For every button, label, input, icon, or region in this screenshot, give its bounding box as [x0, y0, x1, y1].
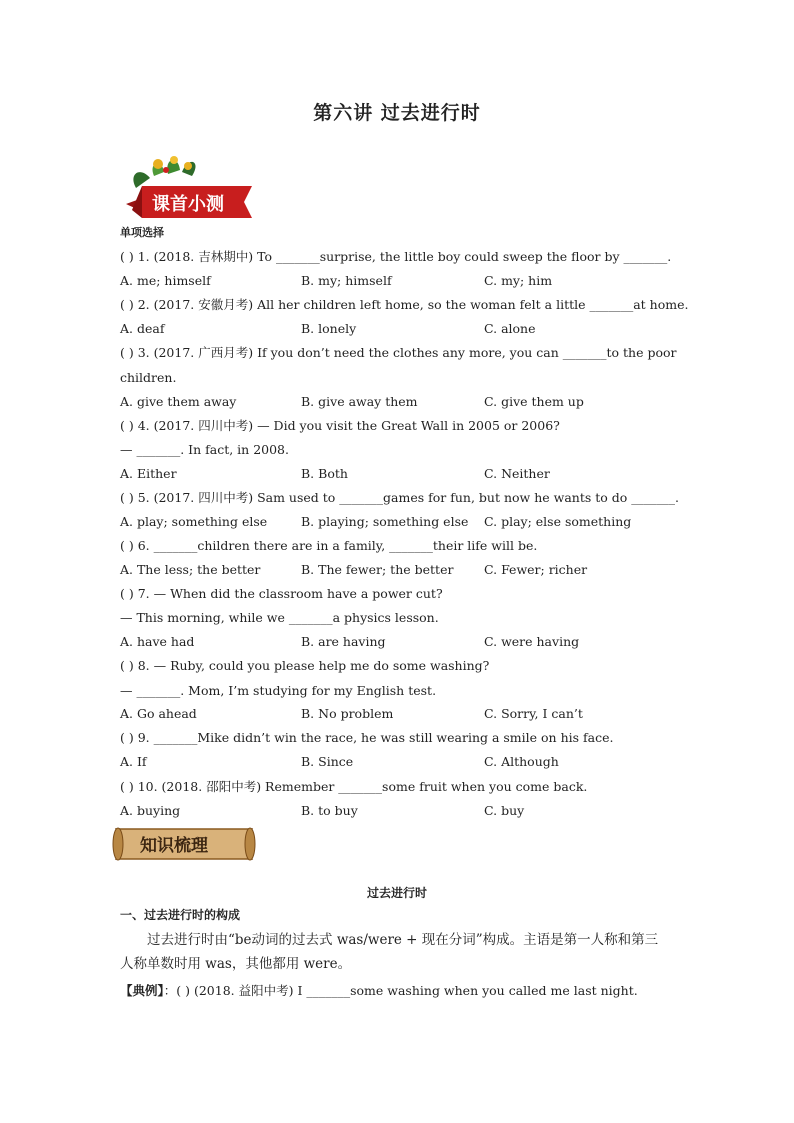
question-3-options: [120, 394, 680, 410]
option-b: B. Both: [301, 466, 348, 481]
question-8-options: [120, 706, 680, 722]
example-label: 【典例】: [120, 983, 164, 998]
option-a: A. play; something else: [120, 514, 268, 529]
question-9: ( ) 9. _______Mike didn’t win the race, he was still wearing a smile on his face.: [120, 730, 614, 745]
question-8: ( ) 8. — Ruby, could you please help me do some washing?: [120, 658, 490, 673]
section-subtitle: 过去进行时: [366, 886, 427, 900]
option-b: B. Since: [301, 754, 354, 769]
option-b: B. No problem: [301, 706, 394, 721]
option-b: B. to buy: [301, 803, 358, 818]
question-2: ( ) 2. (2017. 安徽月考) All her children left home, so the woman felt a little _______at home.: [120, 297, 689, 312]
question-3: ( ) 3. (2017. 广西月考) If you don’t need the clothes any more, you can _______to the poor: [120, 345, 677, 360]
option-b: B. are having: [301, 634, 386, 649]
option-c: C. play; else something: [484, 514, 632, 529]
quiz-banner-label: 课首小测: [152, 194, 224, 215]
option-b: B. my; himself: [301, 273, 392, 288]
example-sentence: [120, 981, 638, 999]
option-a: A. deaf: [120, 321, 165, 336]
option-b: B. The fewer; the better: [301, 562, 454, 577]
scroll-icon: [110, 825, 258, 863]
section-label: 单项选择: [120, 226, 164, 239]
option-c: C. give them up: [484, 394, 584, 409]
question-2-options: [120, 321, 680, 337]
option-c: C. buy: [484, 803, 525, 818]
knowledge-banner-label: 知识梳理: [140, 836, 208, 856]
example-text: ：( ) (2018. 益阳中考) I _______some washing when you called me last night.: [163, 983, 638, 998]
quiz-banner: [118, 152, 258, 226]
flower-ribbon-icon: [118, 152, 258, 226]
option-c: C. Neither: [484, 466, 550, 481]
page-title: 第六讲 过去进行时: [313, 102, 481, 124]
option-b: B. playing; something else: [301, 514, 469, 529]
question-8-continued: — _______. Mom, I’m studying for my English test.: [120, 683, 437, 698]
option-a: A. Go ahead: [120, 706, 197, 721]
option-b: B. lonely: [301, 321, 357, 336]
question-4-options: [120, 466, 680, 482]
option-a: A. me; himself: [120, 273, 211, 288]
question-4-continued: — _______. In fact, in 2008.: [120, 442, 289, 457]
option-c: C. Sorry, I can’t: [484, 706, 583, 721]
question-1-options: [120, 273, 680, 289]
question-10: ( ) 10. (2018. 邵阳中考) Remember _______some fruit when you come back.: [120, 779, 588, 794]
option-c: C. my; him: [484, 273, 553, 288]
heading-construction: 一、过去进行时的构成: [120, 908, 241, 922]
option-c: C. Although: [484, 754, 559, 769]
option-a: A. Either: [120, 466, 177, 481]
question-3-continued: children.: [120, 370, 177, 385]
question-7-options: [120, 634, 680, 650]
option-a: A. give them away: [120, 394, 237, 409]
question-5: ( ) 5. (2017. 四川中考) Sam used to _______games for fun, but now he wants to do _______.: [120, 490, 679, 505]
question-4: ( ) 4. (2017. 四川中考) — Did you visit the Great Wall in 2005 or 2006?: [120, 418, 560, 433]
option-a: A. If: [120, 754, 147, 769]
option-b: B. give away them: [301, 394, 418, 409]
option-a: A. buying: [120, 803, 181, 818]
option-a: A. have had: [120, 634, 195, 649]
question-5-options: [120, 514, 680, 530]
question-6: ( ) 6. _______children there are in a family, _______their life will be.: [120, 538, 538, 553]
option-c: C. Fewer; richer: [484, 562, 588, 577]
question-7: ( ) 7. — When did the classroom have a power cut?: [120, 586, 443, 601]
option-a: A. The less; the better: [120, 562, 261, 577]
question-1: ( ) 1. (2018. 吉林期中) To _______surprise, the little boy could sweep the floor by _______.: [120, 249, 672, 264]
question-6-options: [120, 562, 680, 578]
paragraph-line-2: 人称单数时用 was，其他都用 were。: [120, 956, 352, 972]
option-c: C. alone: [484, 321, 536, 336]
paragraph-line-1: 过去进行时由“be动词的过去式 was/were + 现在分词”构成。主语是第一人称和第三: [147, 932, 659, 948]
question-7-continued: — This morning, while we _______a physics lesson.: [120, 610, 439, 625]
question-9-options: [120, 754, 680, 770]
knowledge-banner: [110, 825, 258, 863]
option-c: C. were having: [484, 634, 580, 649]
question-10-options: [120, 803, 680, 819]
